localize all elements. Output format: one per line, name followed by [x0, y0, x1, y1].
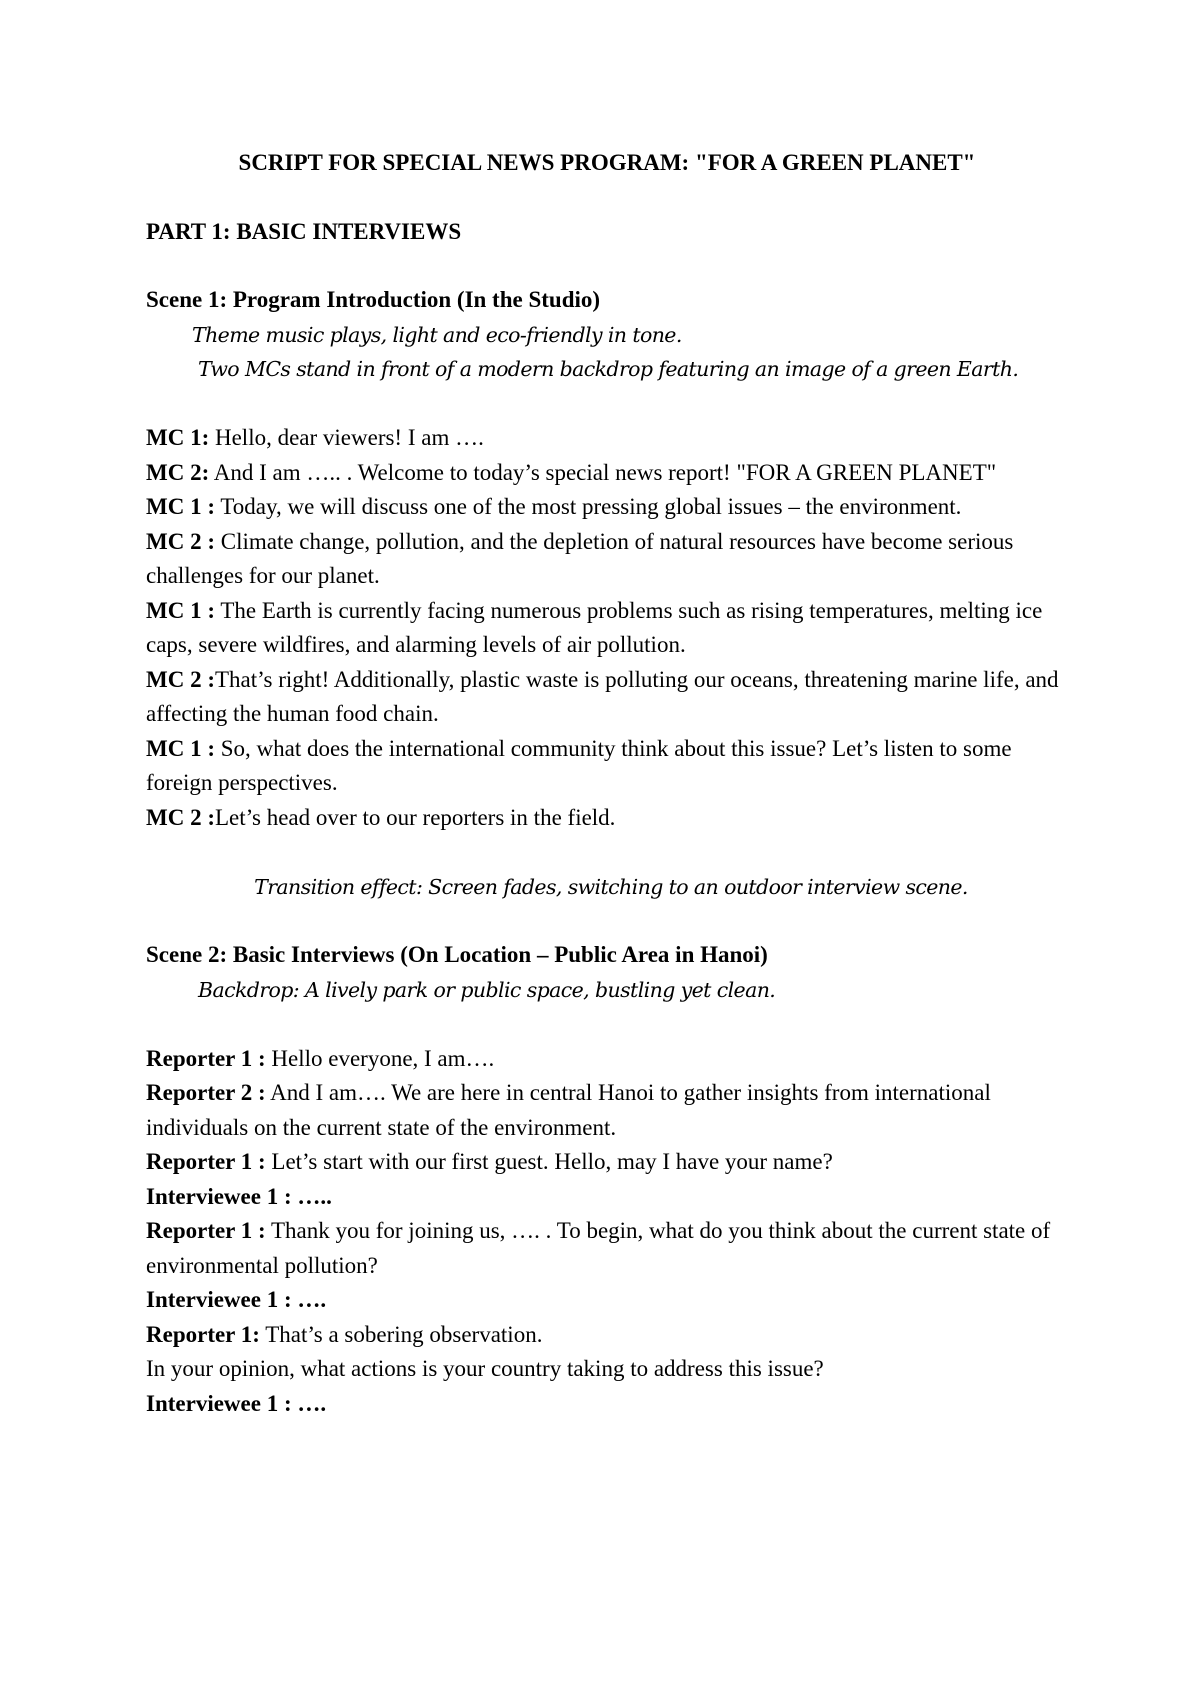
speaker-label: MC 1 :: [146, 597, 215, 623]
dialogue-text: Let’s start with our first guest. Hello, may I have your name?: [265, 1149, 833, 1174]
spacer: [146, 1007, 1068, 1042]
dialogue-line: [146, 525, 1068, 594]
dialogue-line: [146, 1283, 1068, 1318]
speaker-label: MC 1 :: [146, 735, 215, 761]
scene-2-heading: Scene 2: Basic Interviews (On Location – Public Area in Hanoi): [146, 942, 768, 967]
speaker-label: Reporter 1 :: [146, 1045, 266, 1071]
speaker-label: MC 2 :: [146, 666, 215, 692]
dialogue-line: [146, 1180, 1068, 1215]
dialogue-text: And I am…. We are here in central Hanoi to gather insights from international individuals on the current state of the environment.: [146, 1080, 991, 1140]
spacer: [146, 387, 1068, 422]
speaker-label: Reporter 2 :: [146, 1080, 266, 1105]
dialogue-text: So, what does the international community think about this issue? Let’s listen to some foreign perspectives.: [146, 735, 1012, 795]
dialogue-line: [146, 663, 1068, 732]
dialogue-line: [146, 732, 1068, 801]
dialogue-text: That’s a sobering observation.: [259, 1321, 543, 1347]
dialogue-text: And I am ….. . Welcome to today’s special news report! "FOR A GREEN PLANET": [209, 459, 997, 485]
speaker-label: Interviewee 1 : ….: [146, 1287, 327, 1312]
dialogue-line: [146, 801, 1068, 836]
dialogue-line: [146, 490, 1068, 525]
dialogue-line: [146, 1318, 1068, 1353]
dialogue-text: The Earth is currently facing numerous problems such as rising temperatures, melting ice caps, severe wildfires, and alarming levels of air pollution.: [146, 597, 1043, 657]
dialogue-text: Hello everyone, I am….: [265, 1045, 495, 1071]
scene-1-stage-direction: Theme music plays, light and eco-friendly in tone.: [192, 322, 682, 347]
transition-direction: Transition effect: Screen fades, switching to an outdoor interview scene.: [254, 874, 968, 899]
speaker-label: MC 1:: [146, 425, 210, 450]
dialogue-line: [146, 456, 1068, 491]
speaker-label: Reporter 1 :: [146, 1149, 266, 1174]
dialogue-text: Climate change, pollution, and the depletion of natural resources have become serious challenges for our planet.: [146, 528, 1014, 588]
speaker-label: MC 1 :: [146, 494, 215, 519]
dialogue-line: [146, 421, 1068, 456]
document-body: [146, 146, 1068, 1421]
speaker-label: Reporter 1:: [146, 1321, 260, 1347]
dialogue-line: [146, 1042, 1068, 1077]
speaker-label: MC 2 :: [146, 804, 215, 830]
speaker-label: MC 2:: [146, 459, 210, 485]
interview-dialogue: [146, 1042, 1068, 1422]
scene-1-stage-direction: Two MCs stand in front of a modern backdrop featuring an image of a green Earth.: [198, 357, 1019, 381]
dialogue-line: [146, 1214, 1068, 1283]
dialogue-text: Today, we will discuss one of the most pressing global issues – the environment.: [214, 494, 962, 519]
speaker-label: MC 2 :: [146, 528, 215, 554]
dialogue-text: Thank you for joining us, …. . To begin, what do you think about the current state of environmental pollution?: [146, 1218, 1051, 1278]
plain-line: In your opinion, what actions is your country taking to address this issue?: [146, 1356, 824, 1381]
scene-1-heading: Scene 1: Program Introduction (In the Studio): [146, 287, 601, 312]
speaker-label: Reporter 1 :: [146, 1218, 266, 1243]
part-heading: PART 1: BASIC INTERVIEWS: [146, 218, 462, 244]
dialogue-text: Let’s head over to our reporters in the field.: [214, 804, 616, 830]
dialogue-text: Hello, dear viewers! I am ….: [209, 425, 484, 450]
spacer: [146, 835, 1068, 870]
dialogue-line: [146, 594, 1068, 663]
scene-2-stage-direction: Backdrop: A lively park or public space, bustling yet clean.: [198, 977, 776, 1002]
speaker-label: Interviewee 1 : …..: [146, 1183, 332, 1209]
dialogue-text: That’s right! Additionally, plastic waste is polluting our oceans, threatening marine life, and affecting the human food chain.: [146, 666, 1059, 726]
dialogue-line: [146, 1145, 1068, 1180]
dialogue-line: [146, 1076, 1068, 1145]
document-title: SCRIPT FOR SPECIAL NEWS PROGRAM: "FOR A GREEN PLANET": [238, 150, 976, 175]
final-line: Interviewee 1 : ….: [146, 1390, 327, 1416]
mc-dialogue: [146, 421, 1068, 835]
